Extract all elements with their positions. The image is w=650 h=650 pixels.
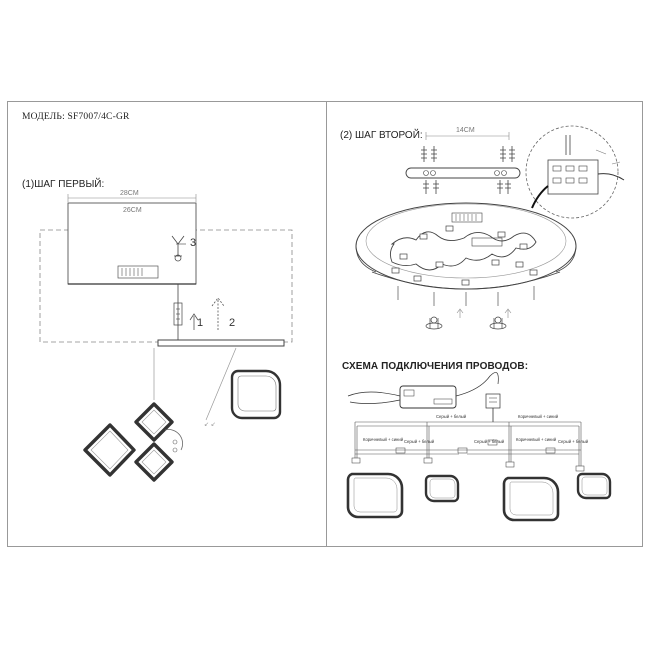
lamp-diamonds <box>85 404 183 480</box>
step2-title: (2) ШАГ ВТОРОЙ: <box>340 130 423 141</box>
dim-span-label: 14CM <box>456 127 475 134</box>
dim-outer-label: 28CM <box>120 190 139 197</box>
wire-label: Коричневый + синий <box>518 414 559 419</box>
model-label: МОДЕЛЬ: SF7007/4C-GR <box>22 112 130 122</box>
wire-label: Коричневый + синий <box>363 437 404 442</box>
wiring-title: СХЕМА ПОДКЛЮЧЕНИЯ ПРОВОДОВ: <box>342 361 529 372</box>
dim-inner-label: 26CM <box>123 207 142 214</box>
wire-label: Серый + белый <box>436 414 467 419</box>
wire-label: Серый + белый <box>474 439 505 444</box>
rotate-icon <box>490 317 506 329</box>
callout-2: 2 <box>229 317 236 329</box>
led-driver <box>400 386 456 408</box>
callout-1: 1 <box>197 317 204 329</box>
rotate-icon <box>426 317 442 329</box>
lamp-module-4 <box>578 474 610 498</box>
wire-label: Коричневый + синий <box>516 437 557 442</box>
ring-plate <box>356 203 576 289</box>
lamp-module-2 <box>426 476 458 501</box>
wire-label: Серый + белый <box>558 439 589 444</box>
mounting-bar <box>406 168 520 178</box>
wire-label: Серый + белый <box>404 439 435 444</box>
mounting-plate <box>68 203 196 284</box>
canopy-bar <box>158 340 284 346</box>
lamp-module-1 <box>348 474 402 517</box>
lamp-module-3 <box>504 478 558 520</box>
step1-title: (1)ШАГ ПЕРВЫЙ: <box>22 179 105 190</box>
step1-drawing <box>40 194 292 480</box>
step2-drawing <box>356 126 624 329</box>
callout-3: 3 <box>190 237 197 249</box>
up-arrow-dashed-icon <box>212 298 224 330</box>
wiring-diagram <box>348 372 610 520</box>
wire-splitter <box>486 394 500 408</box>
svg-text:↙ ↙: ↙ ↙ <box>204 422 216 428</box>
